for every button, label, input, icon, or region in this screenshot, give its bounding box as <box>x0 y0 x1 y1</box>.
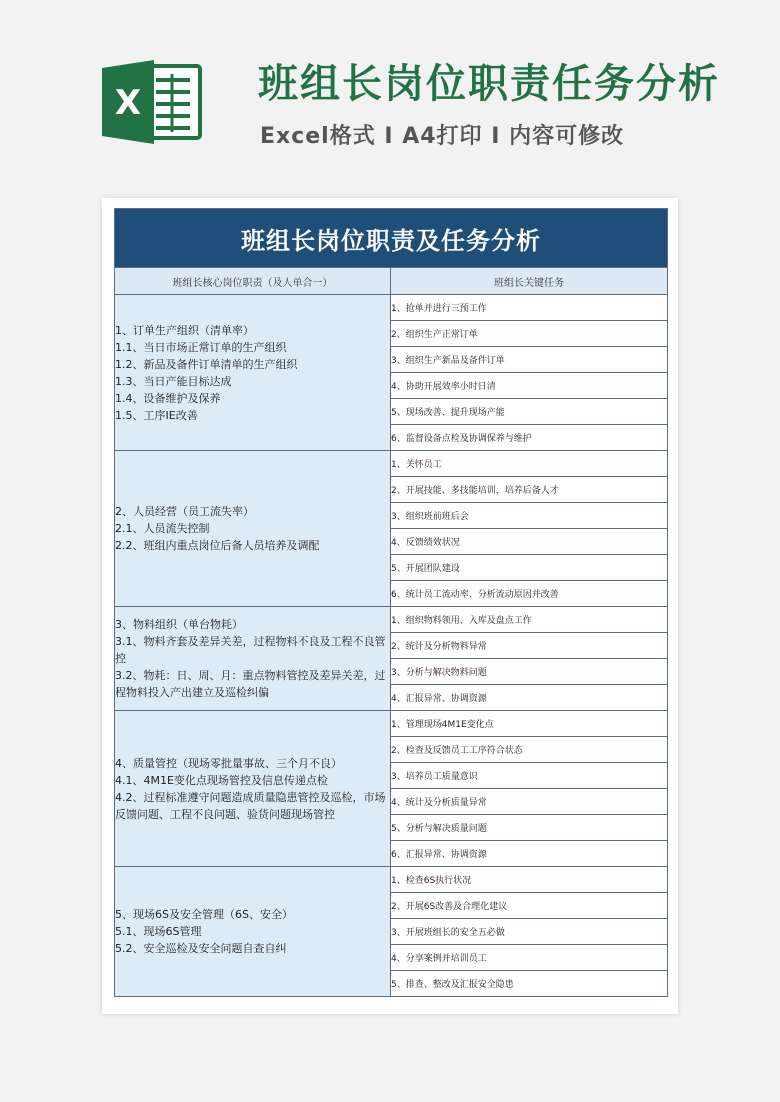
responsibility-cell <box>115 867 391 997</box>
task-cell: 6、监督设备点检及协调保养与维护 <box>391 425 668 451</box>
task-cell: 1、组织物料领用、入库及盘点工作 <box>391 607 668 633</box>
task-cell: 3、组织生产新品及备件订单 <box>391 347 668 373</box>
responsibility-cell <box>115 607 391 711</box>
task-cell: 1、抢单并进行三预工作 <box>391 295 668 321</box>
responsibility-line: 3、物料组织（单台物耗） <box>115 618 243 631</box>
task-cell: 4、汇报异常、协调资源 <box>391 685 668 711</box>
responsibility-line: 1、订单生产组织（清单率） <box>115 323 254 337</box>
responsibility-line: 2.2、班组内重点岗位后备人员培养及调配 <box>115 539 320 552</box>
responsibility-cell <box>115 711 391 867</box>
task-cell: 6、统计员工流动率、分析流动原因并改善 <box>391 581 668 607</box>
task-cell: 3、分析与解决物料问题 <box>391 659 668 685</box>
responsibility-line: 3.1、物料齐套及差异关差，过程物料不良及工程不良管控 <box>115 635 386 665</box>
task-cell: 2、开展6S改善及合理化建议 <box>391 893 668 919</box>
responsibility-cell <box>115 295 391 451</box>
excel-icon <box>100 58 204 146</box>
task-cell: 1、管理现场4M1E变化点 <box>391 711 668 737</box>
responsibility-table <box>114 208 668 997</box>
task-cell: 1、关怀员工 <box>391 451 668 477</box>
page-title: 班组长岗位职责任务分析 <box>258 61 720 107</box>
responsibility-line: 1.2、新品及备件订单清单的生产组织 <box>115 357 298 371</box>
task-cell: 5、分析与解决质量问题 <box>391 815 668 841</box>
task-cell: 4、反馈绩效状况 <box>391 529 668 555</box>
responsibility-line: 4、质量管控（现场零批量事故、三个月不良） <box>115 756 342 770</box>
document-sheet <box>102 198 678 1014</box>
responsibility-cell <box>115 451 391 607</box>
task-cell: 4、协助开展效率小时日清 <box>391 373 668 399</box>
banner <box>0 0 780 190</box>
responsibility-line: 1.1、当日市场正常订单的生产组织 <box>115 340 287 354</box>
task-cell: 4、分享案例并培训员工 <box>391 945 668 971</box>
responsibility-line: 1.3、当日产能目标达成 <box>115 374 232 388</box>
task-cell: 2、统计及分析物料异常 <box>391 633 668 659</box>
responsibility-line: 2.1、人员流失控制 <box>115 522 210 535</box>
task-cell: 2、组织生产正常订单 <box>391 321 668 347</box>
table-row <box>115 451 668 477</box>
responsibility-line: 1.5、工序IE改善 <box>115 408 198 422</box>
task-cell: 5、开展团队建设 <box>391 555 668 581</box>
task-cell: 3、组织班前班后会 <box>391 503 668 529</box>
task-cell: 5、现场改善、提升现场产能 <box>391 399 668 425</box>
table-row <box>115 867 668 893</box>
responsibility-line: 5.1、现场6S管理 <box>115 925 202 938</box>
table-header-row <box>115 268 668 295</box>
excel-icon-letter: X <box>114 83 142 123</box>
page-subtitle: Excel格式 I A4打印 I 内容可修改 <box>260 124 625 149</box>
responsibility-line: 5、现场6S及安全管理（6S、安全） <box>115 908 293 921</box>
column-header-tasks: 班组长关键任务 <box>391 268 668 295</box>
table-title: 班组长岗位职责及任务分析 <box>115 209 668 268</box>
table-row <box>115 607 668 633</box>
responsibility-line: 4.1、4M1E变化点现场管控及信息传递点检 <box>115 773 328 787</box>
task-cell: 2、开展技能、多技能培训，培养后备人才 <box>391 477 668 503</box>
responsibility-line: 4.2、过程标准遵守问题造成质量隐患管控及巡检，市场反馈问题、工程不良问题、验货问题现场管控 <box>115 790 386 821</box>
responsibility-line: 3.2、物耗：日、周、月：重点物料管控及差异关差，过程物料投入产出建立及巡检纠偏 <box>115 669 386 699</box>
table-row <box>115 711 668 737</box>
task-cell: 4、统计及分析质量异常 <box>391 789 668 815</box>
table-title-row <box>115 209 668 268</box>
task-cell: 5、排查、整改及汇报安全隐患 <box>391 971 668 997</box>
responsibility-line: 1.4、设备维护及保养 <box>115 391 221 405</box>
task-cell: 3、培养员工质量意识 <box>391 763 668 789</box>
task-cell: 6、汇报异常、协调资源 <box>391 841 668 867</box>
task-cell: 2、检查及反馈员工工序符合状态 <box>391 737 668 763</box>
task-cell: 1、检查6S执行状况 <box>391 867 668 893</box>
responsibility-line: 2、人员经营（员工流失率） <box>115 505 254 518</box>
table-row <box>115 295 668 321</box>
task-cell: 3、开展班组长的安全五必做 <box>391 919 668 945</box>
responsibility-line: 5.2、安全巡检及安全问题自查自纠 <box>115 942 287 955</box>
column-header-responsibility: 班组长核心岗位职责（及人单合一） <box>115 268 391 295</box>
